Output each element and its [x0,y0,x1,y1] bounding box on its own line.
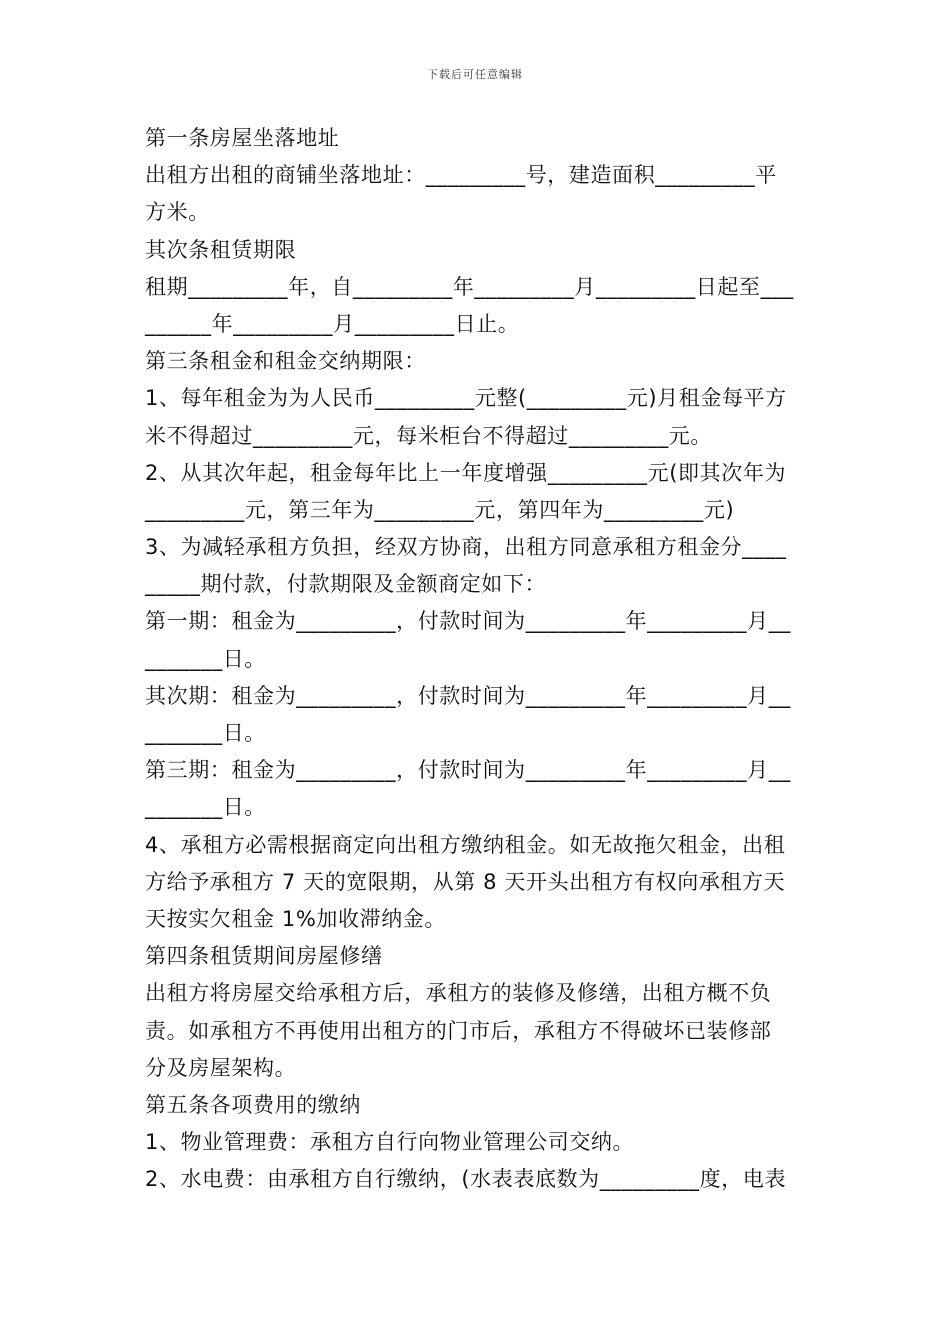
paragraph-line: 第一期：租金为_________，付款时间为_________年_________月__ [145,609,791,634]
paragraph-line: 责。如承租方不再使用出租方的门市后，承租方不得破坏已装修部 [145,1018,772,1043]
paragraph-line: 租期_________年，自_________年_________月_________日起至___ [145,274,794,299]
paragraph-line: 1、每年租金为为人民币_________元整(_________元)月租金每平方 [145,386,787,411]
paragraph-line: _______日。 [145,721,266,745]
paragraph-line: 第三期：租金为_________，付款时间为_________年_________月__ [145,758,791,783]
paragraph-line: 2、水电费：由承租方自行缴纳，(水表表底数为_________度，电表 [145,1167,787,1192]
paragraph-line: _______日。 [145,646,266,671]
paragraph-line: _________元，第三年为_________元，第四年为_________元) [145,497,735,522]
paragraph-line: _______日。 [145,795,266,820]
paragraph-line: 方米。 [145,200,210,225]
section-heading-repair: 第四条租赁期间房屋修缮 [145,944,383,969]
page-header: 下载后可任意编辑 [427,68,523,81]
paragraph-line: 出租方将房屋交给承租方后，承租方的装修及修缮，出租方概不负 [145,981,772,1006]
paragraph-line: 3、为减轻承租方负担，经双方协商，出租方同意承租方租金分____ [145,535,787,560]
section-heading-rent: 第三条租金和租金交纳期限： [145,349,426,374]
section-heading-location: 第一条房屋坐落地址 [145,126,340,150]
paragraph-line: 2、从其次年起，租金每年比上一年度增强_________元(即其次年为 [145,460,787,485]
paragraph-line: 方给予承租方 7 天的宽限期，从第 8 天开头出租方有权向承租方天 [145,869,786,894]
paragraph-line: ______年_________月_________日止。 [145,311,520,336]
paragraph-line: 天按实欠租金 1%加收滞纳金。 [145,906,446,931]
paragraph-line: _____期付款，付款期限及金额商定如下： [145,572,547,597]
paragraph-line: 1、物业管理费：承租方自行向物业管理公司交纳。 [145,1130,635,1155]
paragraph-line: 其次期：租金为_________，付款时间为_________年_________月__ [145,683,791,708]
paragraph-line: 分及房屋架构。 [145,1055,297,1080]
paragraph-line: 4、承租方必需根据商定向出租方缴纳租金。如无故拖欠租金，出租 [145,832,786,857]
paragraph-line: 出租方出租的商铺坐落地址：_________号，建造面积_________平 [145,163,777,188]
section-heading-fees: 第五条各项费用的缴纳 [145,1092,361,1117]
section-heading-term: 其次条租赁期限 [145,237,297,262]
paragraph-line: 米不得超过_________元，每米柜台不得超过_________元。 [145,423,712,448]
document-body [145,120,810,1198]
